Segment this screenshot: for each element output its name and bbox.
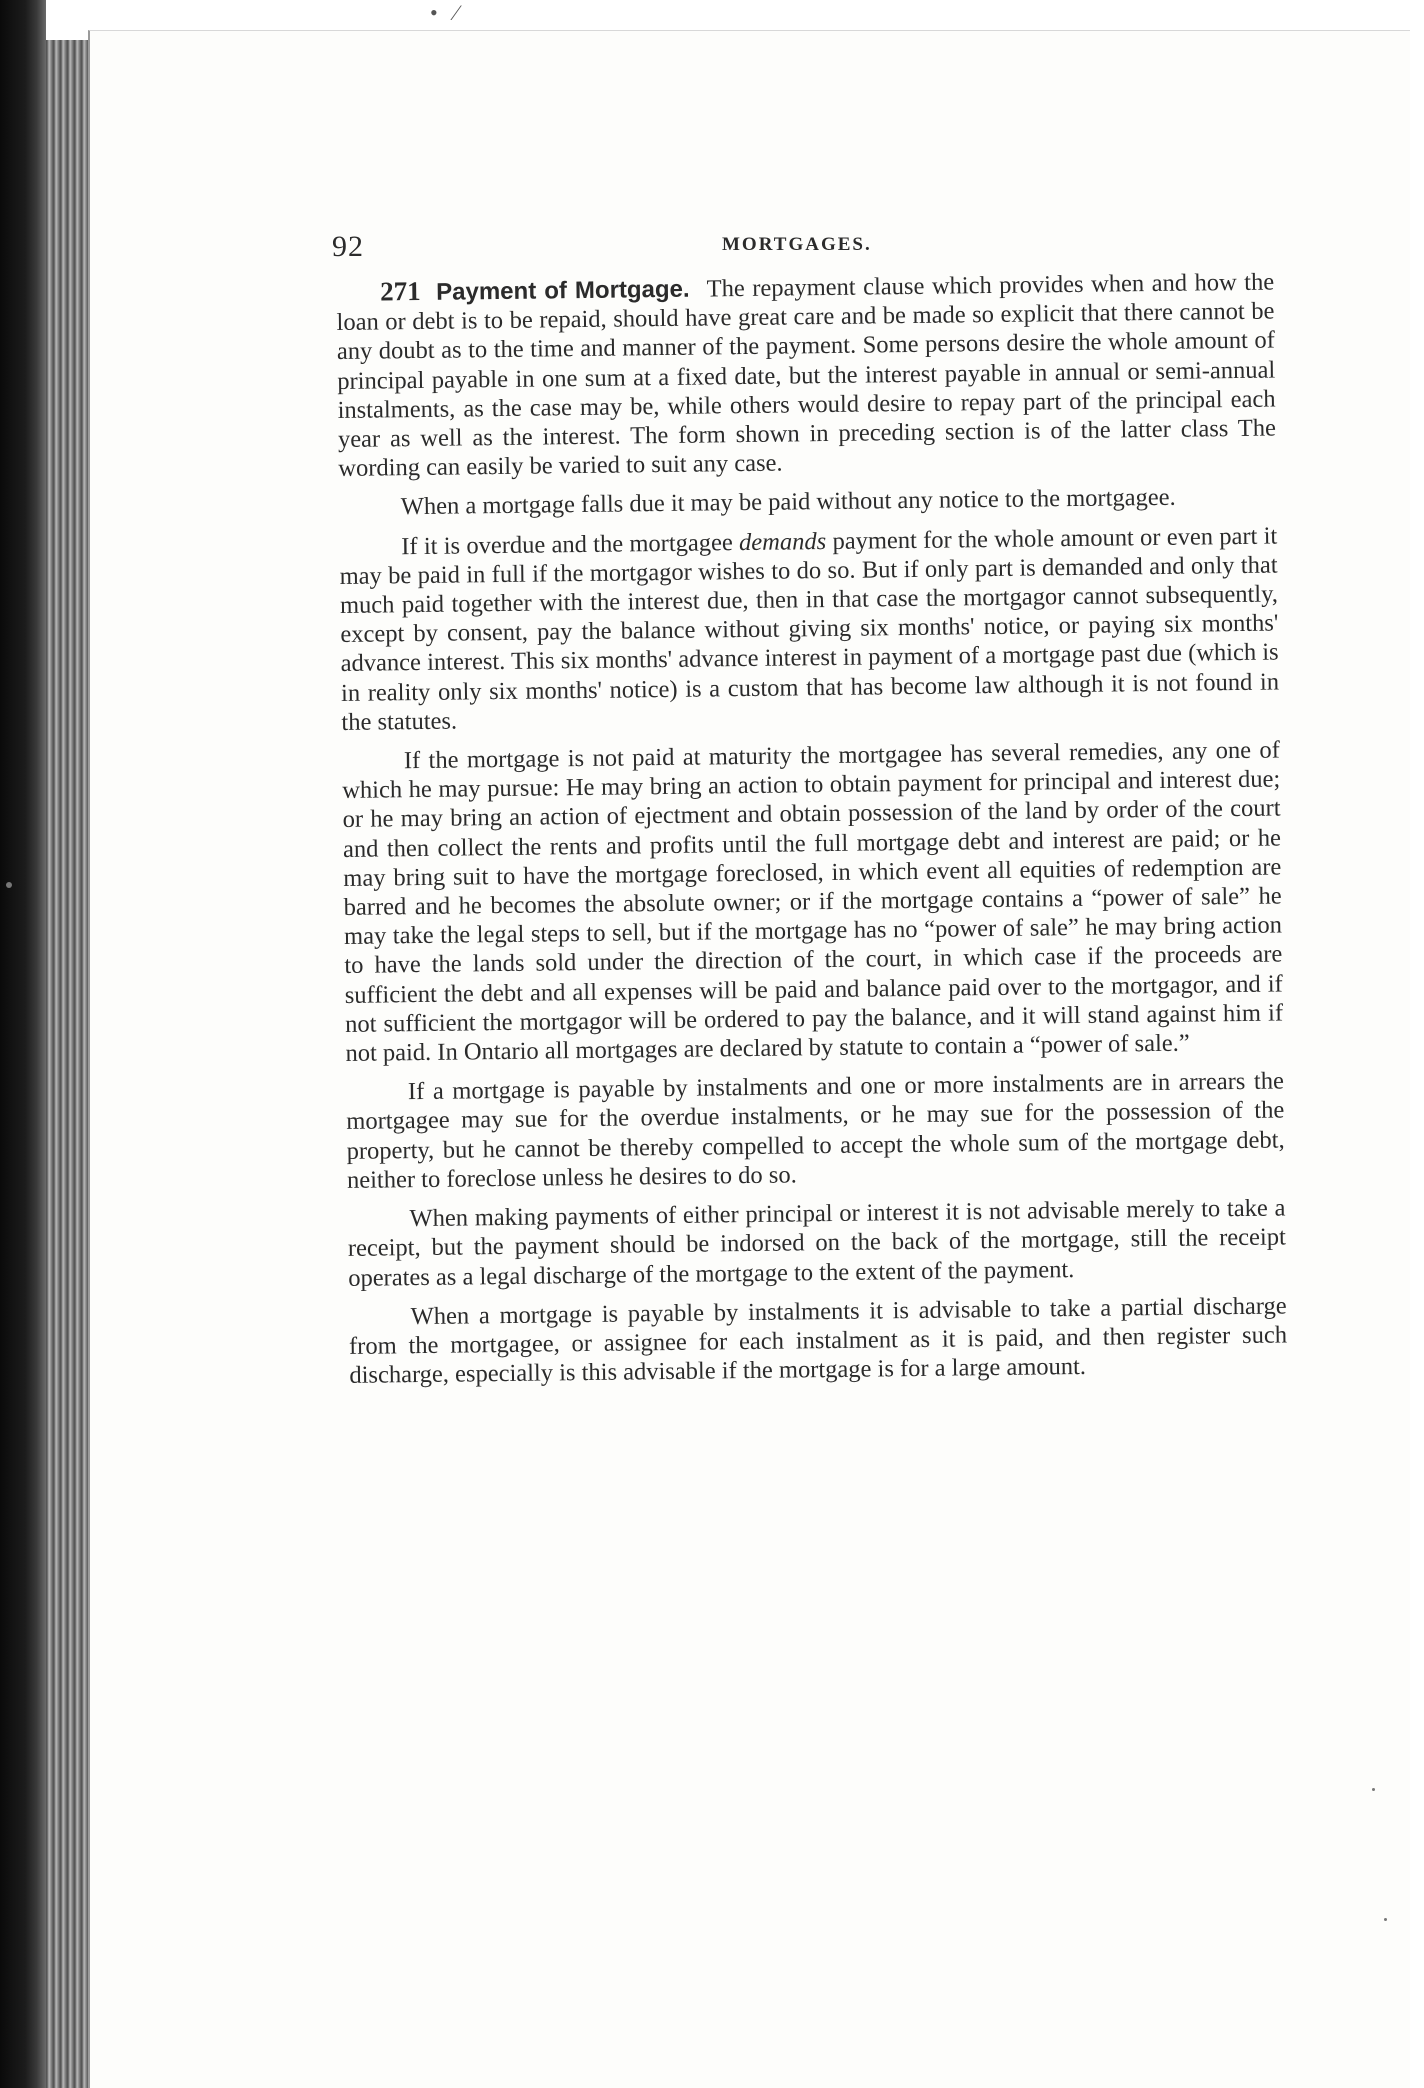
- page-number: 92: [332, 230, 364, 263]
- paragraph-3-italic-word: demands: [738, 527, 827, 556]
- running-header: [332, 226, 1252, 266]
- paragraph-6: When making payments of either principal or interest it is not advisable merely to take a receipt, but the payment should be indorsed on the back of the mortgage, still the receipt operates as a legal discharge of the mortgage to the extent of the payment.: [347, 1194, 1286, 1292]
- scan-speck: [1384, 1918, 1387, 1921]
- paragraph-3-text-after: payment for the whole amount or even part it may be paid in full if the mortgagor wishes to do so. But if only part is demanded and only that much paid together with the interest due, then in that case the mortgagor cannot subsequently, except by consent, pay the balance without giving six months' notice, or paying six months' advance interest. This six months' advance interest in payment of a mortgage past due (which is in reality only six months' notice) is a custom that has become law although it is not found in the statutes.: [339, 522, 1280, 736]
- paragraph-2: When a mortgage falls due it may be paid without any notice to the mortgagee.: [400, 484, 1176, 521]
- paragraph-1-text: The repayment clause which provides when and how the loan or debt is to be repaid, should have great care and be made so explicit that there cannot be any doubt as to the time and manner of the payment. Some persons desire the whole amount of principal payable in one sum at a fixed date, but the interest payable in annual or semi-annual instalments, as the case may be, while others would desire to repay part of the principal each year as well as the interest. The form shown in preceding section is of the latter class The wording can easily be varied to suit any case.: [336, 268, 1277, 483]
- paragraph-4: If the mortgage is not paid at maturity the mortgagee has several remedies, any one of which he may pursue: He may bring an action to obtain payment for principal and interest due; or he may bring an action of ejectment and obtain possession of the land by order of the court and then collect the rents and profits until the full mortgage debt and interest are paid; or he may bring suit to have the mortgage foreclosed, in which event all equities of redemption are barred and he becomes the absolute owner; or if the mortgage contains a “power of sale” he may take the legal steps to sell, but if the mortgage has no “power of sale” he may bring action to have the lands sold under the direction of the court, in which case if the proceeds are sufficient the debt and all expenses will be paid and balance paid over to the mortgagor, and if not sufficient the mortgagor will be ordered to pay the balance, and it will stand against him if not paid. In Ontario all mortgages are declared by statute to contain a “power of sale.”: [342, 736, 1284, 1068]
- section-number: 271: [379, 275, 421, 307]
- paragraph-3-text-before: If it is overdue and the mortgagee: [401, 528, 733, 560]
- section-heading: Payment of Mortgage.: [436, 275, 690, 306]
- paragraph-7: When a mortgage is payable by instalments it is advisable to take a partial discharge from the mortgagee, or assignee for each instalment as it is paid, and then register such discharge, especially is this advisable if the mortgage is for a large amount.: [348, 1292, 1288, 1390]
- body-text: [336, 267, 1288, 1401]
- scan-speck: [1372, 1788, 1375, 1791]
- running-title: MORTGAGES.: [722, 234, 872, 255]
- scan-speck: [6, 882, 12, 888]
- scan-artifact-marks: • ⁄: [430, 0, 458, 25]
- paragraph-1: [336, 267, 1276, 484]
- page-stack-edges: [46, 40, 90, 2088]
- paragraph-5: If a mortgage is payable by instalments and one or more instalments are in arrears the mortgagee may sue for the overdue instalments, or he may sue for the possession of the property, but he cannot be thereby compelled to accept the whole sum of the mortgage debt, neither to foreclose unless he desires to do so.: [346, 1067, 1285, 1194]
- book-binding-edge: [0, 0, 46, 2088]
- paragraph-3: [339, 521, 1279, 737]
